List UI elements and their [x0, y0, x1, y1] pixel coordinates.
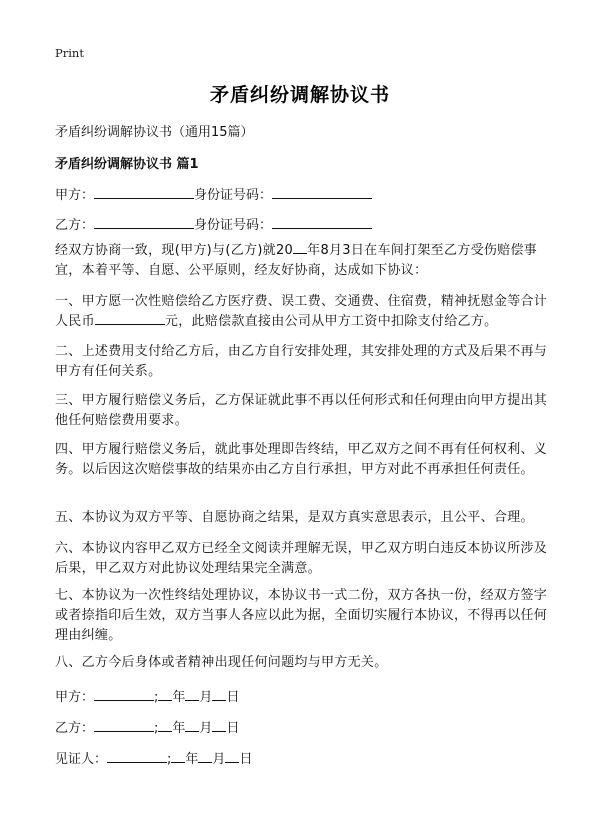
- sig-party-a-blank: [94, 688, 154, 701]
- document-title: 矛盾纠纷调解协议书: [209, 84, 390, 106]
- sig-witness-blank: [107, 750, 167, 763]
- sig-year-label: 年: [172, 721, 186, 736]
- sig-month-label: 月: [199, 721, 213, 736]
- party-a-label: 甲方：: [55, 188, 95, 203]
- signature-witness: [55, 748, 252, 767]
- sig-day-blank: [212, 719, 226, 732]
- id-label: 身份证号码：: [194, 188, 273, 203]
- sig-semicolon: ;: [167, 752, 172, 767]
- sig-witness-label: 见证人：: [55, 752, 108, 767]
- clause-6: 六、本协议内容甲乙双方已经全文阅读并理解无误，甲乙双方明白违反本协议所涉及后果，甲乙双方对此协议处理结果完全满意。: [55, 541, 548, 576]
- clause-7: 七、本协议为一次性终结处理协议，本协议书一式二份，双方各执一份，经双方签字或者捺指印后生效，双方当事人各应以此为据，全面切实履行本协议，不得再以任何理由纠缠。: [55, 588, 548, 643]
- sig-day-blank: [225, 750, 239, 763]
- party-a-name-blank: [94, 186, 194, 199]
- clause-5: 五、本协议为双方平等、自愿协商之结果，是双方真实意思表示，且公平、合理。: [55, 510, 534, 525]
- party-a-id-line: [55, 184, 372, 203]
- signature-party-b: [55, 717, 239, 736]
- party-a-id-blank: [272, 186, 372, 199]
- signature-party-a: [55, 686, 239, 705]
- sig-party-b-label: 乙方：: [55, 721, 95, 736]
- sig-month-blank: [198, 750, 212, 763]
- sig-year-label: 年: [185, 752, 199, 767]
- year-blank: [293, 241, 307, 254]
- sig-month-label: 月: [212, 752, 226, 767]
- clause-1-text-2: 元，此赔偿款直接由公司从甲方工资中扣除支付给乙方。: [164, 314, 498, 329]
- sig-day-label: 日: [226, 690, 240, 705]
- sig-year-label: 年: [172, 690, 186, 705]
- amount-blank: [95, 312, 165, 325]
- party-b-id-blank: [272, 216, 372, 229]
- id-label: 身份证号码：: [194, 218, 273, 233]
- party-b-id-line: [55, 214, 372, 233]
- sig-day-label: 日: [239, 752, 253, 767]
- clause-1-text-1: 一、甲方愿一次性赔偿给乙方医疗费、误工费、交通费、住宿费，精神抚慰金等合计人民币: [55, 294, 548, 329]
- party-b-label: 乙方：: [55, 218, 95, 233]
- clause-4: 四、甲方履行赔偿义务后，就此事处理即告终结，甲乙双方之间不再有任何权利、义务。以后因这次赔偿事故的结果亦由乙方自行承担，甲方对此不再承担任何责任。: [55, 442, 548, 477]
- sig-year-blank: [158, 688, 172, 701]
- print-link[interactable]: Print: [55, 46, 84, 60]
- sig-year-blank: [171, 750, 185, 763]
- sig-semicolon: ;: [154, 721, 159, 736]
- party-b-name-blank: [94, 216, 194, 229]
- sig-month-label: 月: [199, 690, 213, 705]
- clause-8: 八、乙方今后身体或者精神出现任何问题均与甲方无关。: [55, 655, 388, 670]
- sig-party-a-label: 甲方：: [55, 690, 95, 705]
- section-heading: 矛盾纠纷调解协议书 篇1: [55, 157, 199, 172]
- clause-2: 二、上述费用支付给乙方后，由乙方自行安排处理，其安排处理的方式及后果不再与甲方有任何关系。: [55, 344, 548, 379]
- intro-text-2: 年8月3日在车间打架至乙方受伤赔偿事宜，本着平等、自愿、公平原则，经友好协商，达成如下协议：: [55, 243, 538, 278]
- sig-month-blank: [185, 719, 199, 732]
- sig-party-b-blank: [94, 719, 154, 732]
- sig-semicolon: ;: [154, 690, 159, 705]
- clause-3: 三、甲方履行赔偿义务后，乙方保证就此事不再以任何形式和任何理由向甲方提出其他任何赔偿费用要求。: [55, 393, 548, 428]
- sig-day-label: 日: [226, 721, 240, 736]
- document-subtitle: 矛盾纠纷调解协议书（通用15篇）: [55, 125, 254, 140]
- intro-paragraph: [55, 241, 550, 281]
- clause-1: [55, 292, 550, 332]
- intro-text-1: 经双方协商一致，现(甲方)与(乙方)就20: [55, 243, 294, 258]
- sig-year-blank: [158, 719, 172, 732]
- sig-day-blank: [212, 688, 226, 701]
- sig-month-blank: [185, 688, 199, 701]
